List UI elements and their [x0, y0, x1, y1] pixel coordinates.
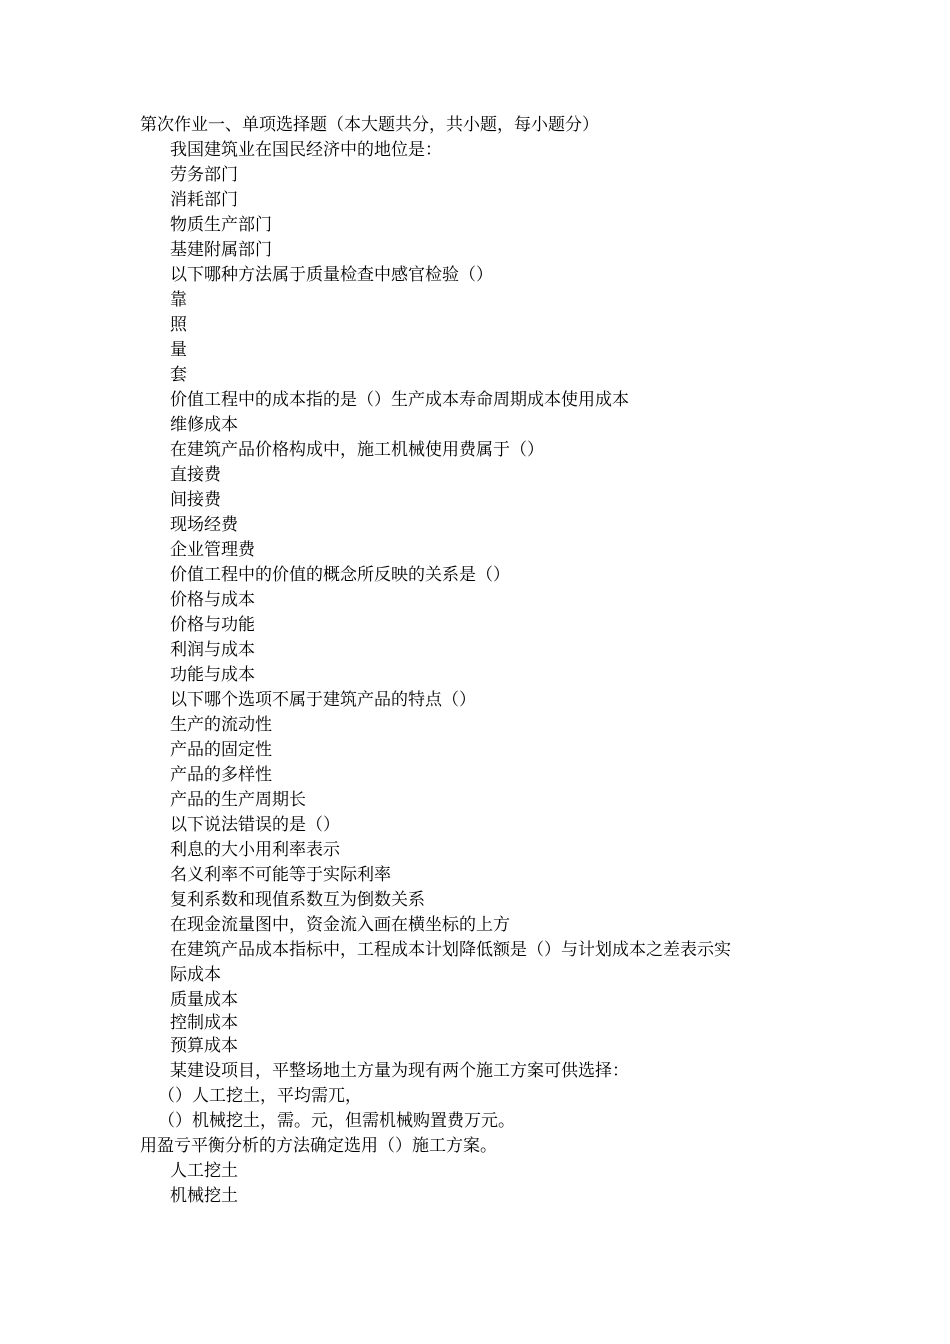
option-5b: 价格与功能	[170, 615, 255, 635]
question-2: 以下哪种方法属于质量检查中感官检验（）	[170, 265, 493, 285]
option-8a: 际成本	[170, 965, 221, 985]
option-4a: 直接费	[170, 465, 221, 485]
question-3: 价值工程中的成本指的是（）生产成本寿命周期成本使用成本	[170, 390, 629, 410]
question-4: 在建筑产品价格构成中，施工机械使用费属于（）	[170, 440, 544, 460]
option-7c: 复利系数和现值系数互为倒数关系	[170, 890, 425, 910]
option-2d: 套	[170, 365, 187, 385]
option-1b: 消耗部门	[170, 190, 238, 210]
option-9a: 人工挖土	[170, 1161, 238, 1181]
option-5a: 价格与成本	[170, 590, 255, 610]
option-6d: 产品的生产周期长	[170, 790, 306, 810]
question-9-plan-2: （）机械挖土，需。元，但需机械购置费万元。	[158, 1111, 515, 1131]
option-1d: 基建附属部门	[170, 240, 272, 260]
option-9b: 机械挖土	[170, 1186, 238, 1206]
section-heading: 第次作业一、单项选择题（本大题共分，共小题，每小题分）	[140, 115, 599, 135]
option-2a: 靠	[170, 290, 187, 310]
option-2c: 量	[170, 340, 187, 360]
option-2b: 照	[170, 315, 187, 335]
option-7d: 在现金流量图中，资金流入画在横坐标的上方	[170, 915, 510, 935]
option-4b: 间接费	[170, 490, 221, 510]
question-5: 价值工程中的价值的概念所反映的关系是（）	[170, 565, 510, 585]
question-6: 以下哪个选项不属于建筑产品的特点（）	[170, 690, 476, 710]
option-5c: 利润与成本	[170, 640, 255, 660]
option-7a: 利息的大小用利率表示	[170, 840, 340, 860]
question-9: 某建设项目，平整场地土方量为现有两个施工方案可供选择：	[170, 1061, 629, 1081]
option-6b: 产品的固定性	[170, 740, 272, 760]
option-6c: 产品的多样性	[170, 765, 272, 785]
option-8d: 预算成本	[170, 1036, 238, 1056]
option-4c: 现场经费	[170, 515, 238, 535]
option-7b: 名义利率不可能等于实际利率	[170, 865, 391, 885]
option-3d: 维修成本	[170, 415, 238, 435]
option-1a: 劳务部门	[170, 165, 238, 185]
option-5d: 功能与成本	[170, 665, 255, 685]
option-4d: 企业管理费	[170, 540, 255, 560]
option-6a: 生产的流动性	[170, 715, 272, 735]
option-1c: 物质生产部门	[170, 215, 272, 235]
question-1: 我国建筑业在国民经济中的地位是：	[170, 140, 442, 160]
option-8b: 质量成本	[170, 990, 238, 1010]
question-8: 在建筑产品成本指标中，工程成本计划降低额是（）与计划成本之差表示实	[170, 940, 731, 960]
question-9-prompt: 用盈亏平衡分析的方法确定选用（）施工方案。	[140, 1136, 497, 1156]
question-9-plan-1: （）人工挖土，平均需兀，	[158, 1086, 362, 1106]
option-8c: 控制成本	[170, 1013, 238, 1033]
question-7: 以下说法错误的是（）	[170, 815, 340, 835]
